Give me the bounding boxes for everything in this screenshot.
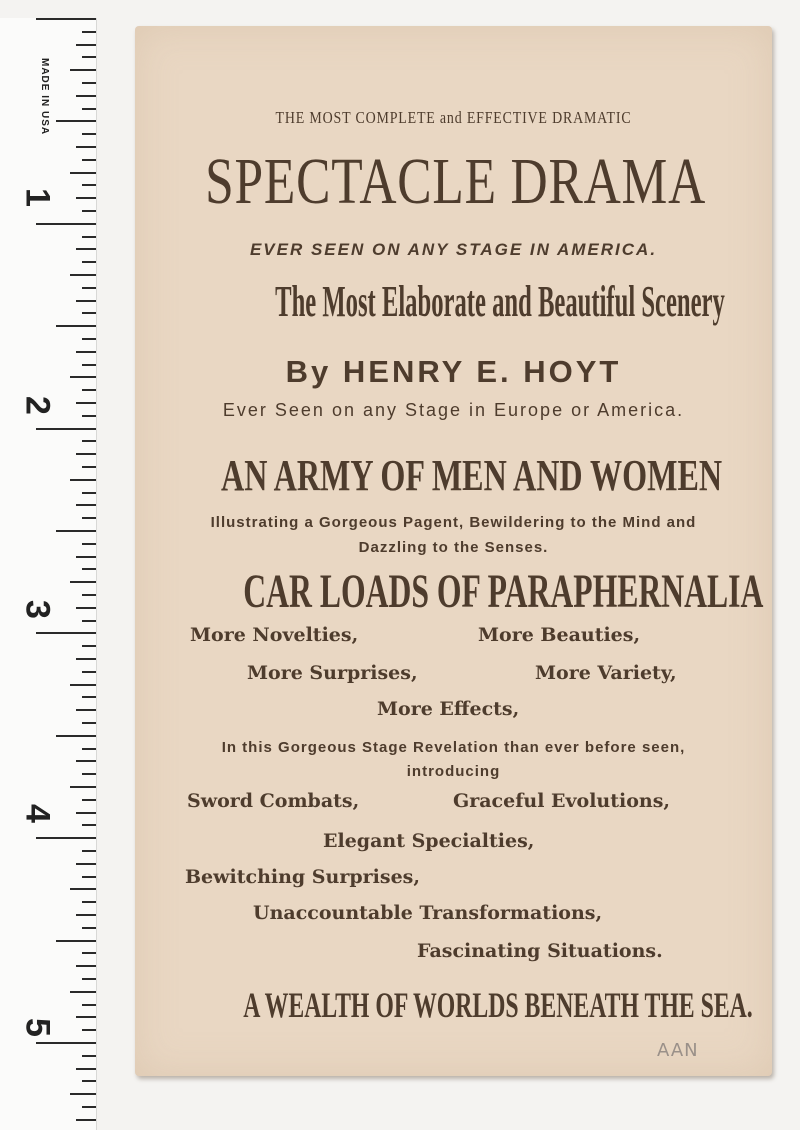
- ruler-tick: [82, 261, 96, 263]
- army-headline: AN ARMY OF MEN AND WOMEN: [220, 451, 723, 500]
- ruler-tick: [82, 287, 96, 289]
- ruler-tick: [82, 492, 96, 494]
- ruler-number-4: 4: [18, 804, 57, 823]
- graceful-evolutions: Graceful Evolutions,: [453, 790, 671, 812]
- ruler-tick: [76, 658, 96, 660]
- ruler-tick: [82, 389, 96, 391]
- ruler-number-3: 3: [18, 600, 57, 619]
- ruler-tick: [82, 31, 96, 33]
- ruler-tick: [76, 95, 96, 97]
- subheading-ever-seen: EVER SEEN ON ANY STAGE IN AMERICA.: [249, 240, 658, 259]
- ruler-tick: [76, 607, 96, 609]
- more-surprises: More Surprises,: [247, 662, 418, 684]
- ruler-tick: [76, 197, 96, 199]
- ruler-tick: [76, 1119, 96, 1121]
- ruler-tick: [76, 402, 96, 404]
- ruler-tick: [70, 274, 96, 276]
- ruler-tick: [82, 748, 96, 750]
- more-variety: More Variety,: [535, 662, 677, 684]
- ruler-tick: [82, 338, 96, 340]
- ruler-tick: [82, 1004, 96, 1006]
- ruler-tick: [76, 351, 96, 353]
- ruler-tick: [82, 364, 96, 366]
- ruler-tick: [76, 1016, 96, 1018]
- more-beauties: More Beauties,: [478, 624, 641, 646]
- ruler-tick: [82, 210, 96, 212]
- ruler-tick: [76, 863, 96, 865]
- bewitching-surprises: Bewitching Surprises,: [185, 866, 420, 888]
- ruler-tick: [70, 581, 96, 583]
- ruler-tick: [76, 1068, 96, 1070]
- ruler-tick: [82, 620, 96, 622]
- ruler-number-2: 2: [18, 396, 57, 415]
- ruler-tick: [82, 773, 96, 775]
- ruler-tick: [82, 824, 96, 826]
- intro-line: THE MOST COMPLETE and EFFECTIVE DRAMATIC: [275, 108, 632, 127]
- revelation-text: In this Gorgeous Stage Revelation than ever before seen, introducing: [221, 739, 686, 780]
- ruler-tick: [36, 18, 96, 20]
- ruler-number-1: 1: [18, 188, 57, 207]
- more-effects: More Effects,: [377, 698, 520, 720]
- ruler-tick: [82, 82, 96, 84]
- ruler-tick: [70, 888, 96, 890]
- ruler-tick: [82, 645, 96, 647]
- ruler-tick: [76, 300, 96, 302]
- sword-combats: Sword Combats,: [187, 790, 360, 812]
- ruler-tick: [82, 1055, 96, 1057]
- ruler-tick: [56, 120, 96, 122]
- ruler-tick: [82, 876, 96, 878]
- ruler-tick: [82, 901, 96, 903]
- ruler-tick: [82, 184, 96, 186]
- ruler-tick: [82, 1029, 96, 1031]
- ruler-tick: [70, 69, 96, 71]
- scenery-line: The Most Elaborate and Beautiful Scenery: [275, 277, 725, 326]
- ruler-tick: [82, 415, 96, 417]
- elegant-specialties: Elegant Specialties,: [323, 830, 535, 852]
- ruler-tick: [76, 965, 96, 967]
- ruler-tick: [82, 799, 96, 801]
- ruler-tick: [76, 812, 96, 814]
- pageant-description: Illustrating a Gorgeous Pagent, Bewildering to the Mind and Dazzling to the Senses.: [210, 514, 697, 556]
- ruler-tick: [36, 428, 96, 430]
- author-line: By HENRY E. HOYT: [285, 354, 622, 389]
- ruler-tick: [82, 312, 96, 314]
- ruler-tick: [70, 376, 96, 378]
- ruler-tick: [82, 56, 96, 58]
- ruler-tick: [82, 696, 96, 698]
- pencil-note: AAN: [657, 1040, 699, 1061]
- ruler-tick: [76, 44, 96, 46]
- ruler-number-5: 5: [18, 1018, 57, 1037]
- ruler-tick: [56, 940, 96, 942]
- ruler-tick: [82, 1106, 96, 1108]
- europe-america-line: Ever Seen on any Stage in Europe or America.: [222, 400, 685, 420]
- ruler-tick: [76, 709, 96, 711]
- ruler-tick: [82, 236, 96, 238]
- ruler-tick: [76, 453, 96, 455]
- trade-card: [135, 26, 772, 1076]
- ruler-tick: [82, 108, 96, 110]
- ruler-tick: [70, 1093, 96, 1095]
- ruler-tick: [70, 991, 96, 993]
- ruler-tick: [76, 556, 96, 558]
- ruler-tick: [56, 530, 96, 532]
- ruler-tick: [82, 543, 96, 545]
- ruler-made-in-label: MADE IN USA: [39, 58, 50, 136]
- ruler-tick: [36, 632, 96, 634]
- ruler-tick: [56, 735, 96, 737]
- unaccountable-transformations: Unaccountable Transformations,: [253, 902, 603, 924]
- ruler-tick: [70, 684, 96, 686]
- ruler-tick: [82, 517, 96, 519]
- more-novelties: More Novelties,: [190, 624, 359, 646]
- ruler-tick: [70, 786, 96, 788]
- ruler-tick: [82, 978, 96, 980]
- ruler-tick: [82, 850, 96, 852]
- ruler-tick: [82, 722, 96, 724]
- ruler-tick: [76, 504, 96, 506]
- headline-spectacle-drama: SPECTACLE DRAMA: [205, 145, 707, 218]
- car-loads-headline: CAR LOADS OF PARAPHERNALIA: [243, 565, 764, 618]
- ruler-tick: [82, 927, 96, 929]
- ruler-tick: [36, 223, 96, 225]
- fascinating-situations: Fascinating Situations.: [417, 940, 663, 962]
- ruler-tick: [82, 952, 96, 954]
- ruler-tick: [82, 568, 96, 570]
- ruler-tick: [82, 466, 96, 468]
- ruler-tick: [76, 248, 96, 250]
- ruler-tick: [82, 1080, 96, 1082]
- ruler-tick: [36, 837, 96, 839]
- ruler-tick: [82, 671, 96, 673]
- ruler-tick: [82, 440, 96, 442]
- ruler-tick: [76, 146, 96, 148]
- ruler-tick: [82, 133, 96, 135]
- ruler-tick: [82, 594, 96, 596]
- ruler: [0, 18, 97, 1130]
- ruler-tick: [82, 159, 96, 161]
- ruler-tick: [70, 172, 96, 174]
- ruler-tick: [76, 760, 96, 762]
- ruler-tick: [76, 914, 96, 916]
- ruler-tick: [70, 479, 96, 481]
- ruler-tick: [56, 325, 96, 327]
- wealth-of-worlds-line: A WEALTH OF WORLDS BENEATH THE SEA.: [243, 985, 753, 1025]
